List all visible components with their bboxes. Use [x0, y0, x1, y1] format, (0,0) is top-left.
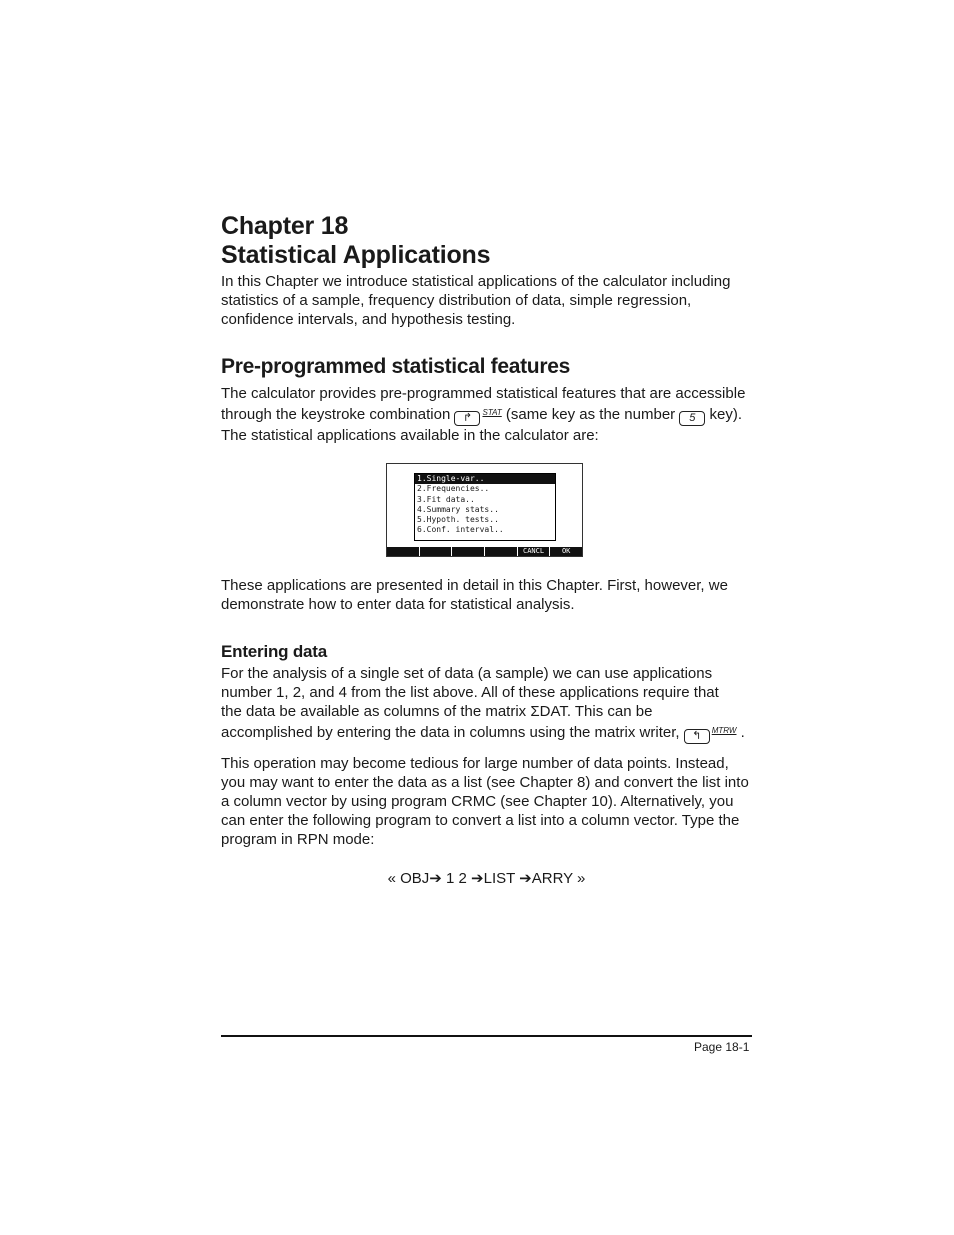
soft-menu-bar	[387, 547, 582, 556]
text-line: The calculator provides pre-programmed statistical features that are accessible	[221, 385, 746, 402]
section-heading-preprogrammed: Pre-programmed statistical features	[221, 355, 570, 378]
right-shift-key-icon: ↱	[454, 411, 480, 426]
text-fragment: through the keystroke combination	[221, 406, 451, 423]
text-line: confidence intervals, and hypothesis testing.	[221, 311, 516, 328]
menu-item-single-var[interactable]: 1.Single-var..	[415, 474, 555, 484]
menu-item-confidence-interval[interactable]: 6.Conf. interval..	[417, 525, 504, 535]
text-line: can enter the following program to convert a list into a column vector. Type the	[221, 812, 740, 829]
text-line	[221, 721, 756, 744]
stat-key-label: STAT	[482, 408, 502, 417]
text-line: statistics of a sample, frequency distribution of data, simple regression,	[221, 292, 692, 309]
text-line: the data be available as columns of the matrix ΣDAT. This can be	[221, 703, 653, 720]
menu-item-summary-stats[interactable]: 4.Summary stats..	[417, 504, 499, 514]
text-line: This operation may become tedious for large number of data points. Instead,	[221, 755, 729, 772]
softkey-2[interactable]	[419, 547, 452, 556]
softkey-4[interactable]	[484, 547, 517, 556]
text-line: number 1, 2, and 4 from the list above. All of these applications require that	[221, 684, 719, 701]
text-line: For the analysis of a single set of data (a sample) we can use applications	[221, 665, 713, 682]
text-line	[221, 403, 756, 426]
section-heading-entering-data: Entering data	[221, 642, 328, 661]
menu-item-hypothesis-tests[interactable]: 5.Hypoth. tests..	[417, 515, 499, 525]
text-line: demonstrate how to enter data for statistical analysis.	[221, 596, 575, 613]
entering-paragraph-1	[221, 664, 756, 744]
softkey-3[interactable]	[451, 547, 484, 556]
text-line: In this Chapter we introduce statistical applications of the calculator including	[221, 273, 731, 290]
text-fragment: .	[740, 724, 745, 741]
text-fragment: key).	[709, 406, 743, 423]
chapter-title: Statistical Applications	[221, 241, 491, 269]
preprogrammed-paragraph	[221, 384, 756, 445]
calculator-screen	[386, 463, 583, 557]
text-line: program in RPN mode:	[221, 831, 375, 848]
statistics-menu	[414, 473, 556, 541]
five-key-icon: 5	[679, 411, 705, 426]
chapter-heading	[221, 212, 490, 270]
text-line: a column vector by using program CRMC (see Chapter 10). Alternatively, you	[221, 793, 734, 810]
footer-rule	[221, 1035, 752, 1037]
text-line: The statistical applications available in the calculator are:	[221, 427, 599, 444]
program-listing: « OBJ➔ 1 2 ➔LIST ➔ARRY »	[387, 870, 586, 887]
softkey-cancel[interactable]: CANCL	[517, 547, 550, 556]
after-screen-paragraph	[221, 576, 756, 614]
text-fragment: (same key as the number	[505, 406, 676, 423]
mtrw-key-label: MTRW	[711, 726, 737, 735]
softkey-1[interactable]	[387, 547, 419, 556]
chapter-number: Chapter 18	[221, 212, 349, 240]
text-fragment: accomplished by entering the data in columns using the matrix writer,	[221, 724, 680, 741]
entering-paragraph-2	[221, 754, 756, 849]
softkey-ok[interactable]: OK	[549, 547, 582, 556]
page-number: Page 18-1	[694, 1040, 750, 1054]
menu-item-frequencies[interactable]: 2.Frequencies..	[417, 484, 490, 494]
intro-paragraph	[221, 272, 756, 329]
text-line: These applications are presented in detail in this Chapter. First, however, we	[221, 577, 728, 594]
left-shift-key-icon: ↰	[684, 729, 710, 744]
menu-item-fit-data[interactable]: 3.Fit data..	[417, 494, 475, 504]
text-line: you may want to enter the data as a list (see Chapter 8) and convert the list into	[221, 774, 749, 791]
